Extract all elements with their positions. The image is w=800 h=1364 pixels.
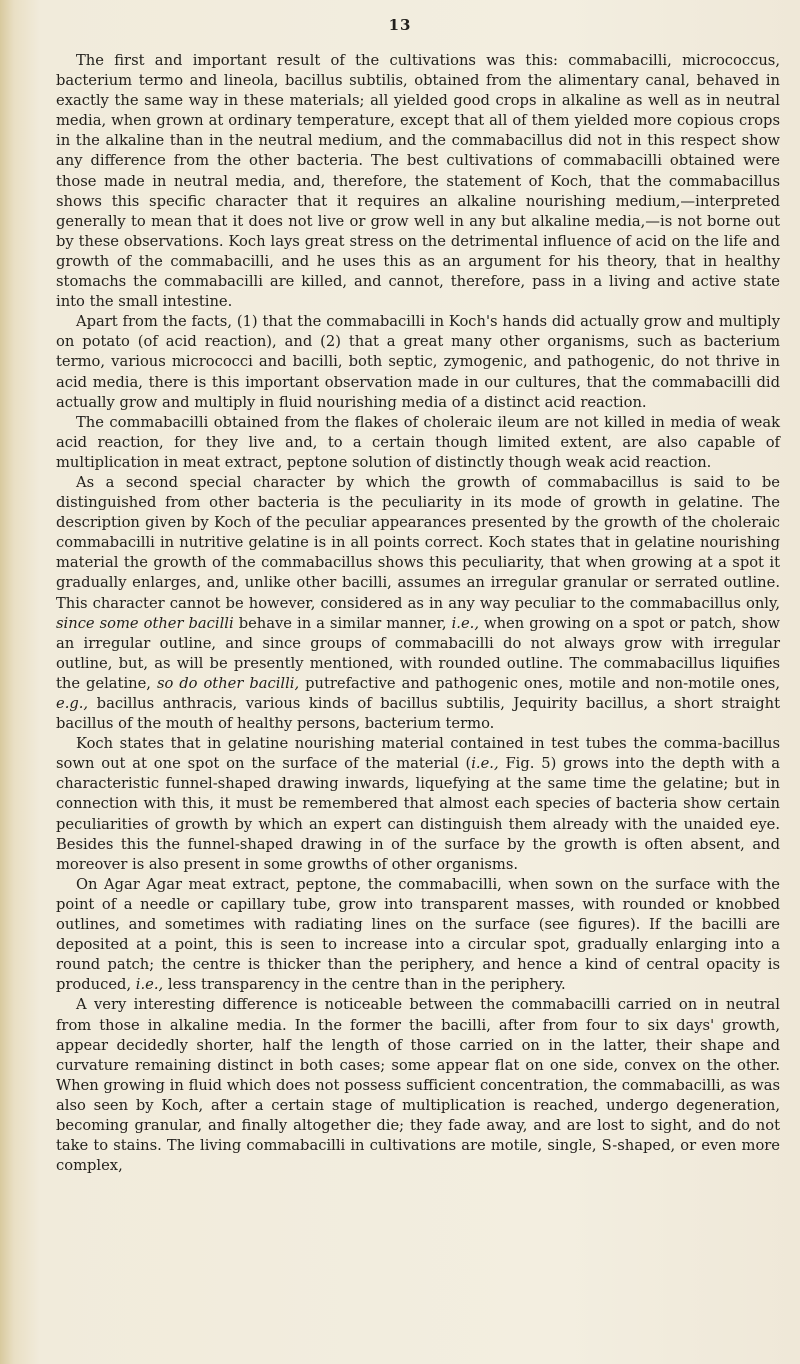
italic-text: since some other bacilli (56, 614, 234, 632)
paragraph: A very interesting difference is noticeable between the commabacilli carried on in neutral from those in alkaline media. In the former the bacilli, after from four to six days' growth, appear decidedly shorter, half the length of those carried on in the latter, their shape and curvature remaining distinct in both cases; some appear flat on one side, convex on the other. When growing in fluid which does not possess sufficient concentration, the commabacilli, as was also seen by Koch, after a certain stage of multiplication is reached, undergo degeneration, becoming granular, and finally altogether die; they fade away, and are lost to sight, and do not take to stains. The living commabacilli in cultivations are motile, single, S-shaped, or even more complex, (56, 996, 780, 1175)
italic-text: i.e., (471, 755, 499, 773)
paragraph (56, 875, 780, 996)
text-run: bacillus anthracis, various kinds of bacillus subtilis, Jequirity bacillus, a short straight bacillus of the mouth of healthy persons, bacterium termo. (56, 695, 781, 733)
text-run: Fig. 5) grows into the depth with a characteristic funnel-shaped drawing inwards, liquefying at the same time the gelatine; but in connection with this, it must be remembered that almost each species of bacteria show certain peculiarities of growth by which an expert can distinguish them already with the unaided eye. Besides this the funnel-shaped drawing in of the surface by the growth is often absent, and moreover is also present in some growths of other organisms. (56, 755, 780, 873)
italic-text: so do other bacilli, (156, 674, 300, 692)
paragraph (56, 473, 780, 734)
text-run: behave in a similar manner, (238, 614, 447, 632)
paragraph: The commabacilli obtained from the flakes of choleraic ileum are not killed in media of weak acid reaction, for they live and, to a certain though limited extent, are also capable of multiplication in meat extract, peptone solution of distinctly though weak acid reaction. (56, 413, 780, 471)
paragraph: Apart from the facts, (1) that the commabacilli in Koch's hands did actually grow and multiply on potato (of acid reaction), and (2) that a great many other organisms, such as bacterium termo, various micrococci and bacilli, both septic, zymogenic, and pathogenic, do not thrive in acid media, there is this important observation made in our cultures, that the commabacilli did actually grow and multiply in fluid nourishing media of a distinct acid reaction. (56, 313, 780, 411)
text-run: As a second special character by which the growth of commabacillus is said to be distinguished from other bacteria is the peculiarity in its mode of growth in gelatine. The description given by Koch of the peculiar appearances presented by the growth of the choleraic commabacilli in nutritive gelatine is in all points correct. Koch states that in gelatine nourishing material the growth of the commabacillus shows this peculiarity, that when growing at a spot it gradually enlarges, and, unlike other bacilli, assumes an irregular granular or serrated outline. This character cannot be however, considered as in any way peculiar to the commabacillus only, (56, 473, 780, 612)
text-run: putrefactive and pathogenic ones, motile and non-motile ones, (305, 674, 780, 692)
italic-text: e.g., (56, 695, 89, 712)
page-number: 13 (388, 16, 412, 34)
body-text (56, 51, 780, 1176)
text-run: when growing on a spot or patch, show an irregular outline, and since groups of commabacilli do not always grow with irregular outline, but, as will be presently mentioned, with rounded outline. The commabacillus liquifies the gelatine, (56, 614, 780, 692)
italic-text: i.e., (451, 614, 480, 632)
text-run: less transparency in the centre than in the periphery. (167, 976, 566, 994)
paragraph: The first and important result of the cultivations was this: commabacilli, micrococcus, bacterium termo and lineola, bacillus subtilis, obtained from the alimentary canal, behaved in exactly the same way in these materials; all yielded good crops in alkaline as well as in neutral media, when grown at ordinary temperature, except that all of them yielded more copious crops in the alkaline than in the neutral medium, and the commabacillus did not in this respect show any difference from the other bacteria. The best cultivations of commabacilli obtained were those made in neutral media, and, therefore, the statement of Koch, that the commabacillus shows this specific character that it requires an alkaline nourishing medium,—interpreted generally to mean that it does not live or grow well in any but alkaline media,—is not borne out by these observations. Koch lays great stress on the detrimental influence of acid on the life and growth of the commabacilli, and he uses this as an argument for his theory, that in healthy stomachs the commabacilli are killed, and cannot, therefore, pass in a living and active state into the small intestine. (56, 52, 780, 311)
italic-text: i.e., (135, 976, 164, 994)
paragraph (56, 734, 780, 875)
text-run: On Agar Agar meat extract, peptone, the commabacilli, when sown on the surface with the point of a needle or capillary tube, grow into transparent masses, with rounded or knobbed outlines, and sometimes with radiating lines on the surface (see figures). If the bacilli are deposited at a point, this is seen to increase into a circular spot, gradually enlarging into a round patch; the centre is thicker than the periphery, and hence a kind of central opacity is produced, (56, 875, 780, 994)
text-run: Koch states that in gelatine nourishing material contained in test tubes the comma-bacillus sown out at one spot on the surface of the material ( (56, 735, 780, 773)
